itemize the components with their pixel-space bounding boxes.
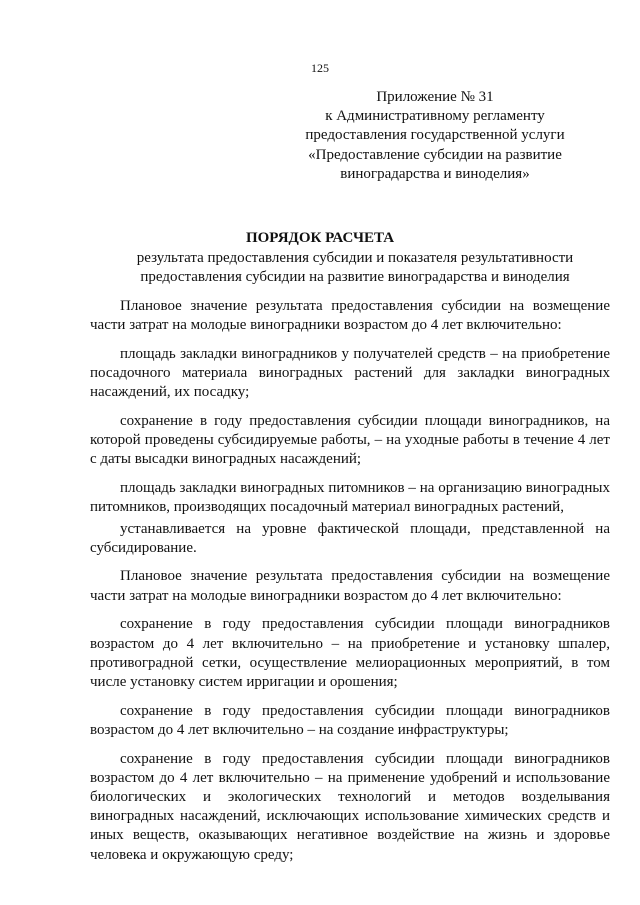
- body-paragraph: сохранение в году предоставления субсидии площади виноградников возрастом до 4 лет включительно – на применение удобрений и использование биологических и экологических технологий и методов возделывания виноградных насаждений, исключающих использование химических средств и иных веществ, оказывающих негативное воздействие на жизнь и здоровье человека и окружающую среду;: [90, 750, 610, 863]
- document-title: ПОРЯДОК РАСЧЕТА: [245, 230, 395, 246]
- body-paragraph: устанавливается на уровне фактической площади, представленной на субсидирование.: [90, 520, 610, 556]
- document-subtitle: [90, 249, 620, 287]
- body-paragraph: Плановое значение результата предоставления субсидии на возмещение части затрат на молодые виноградники возрастом до 4 лет включительно:: [90, 298, 610, 334]
- subtitle-line: результата предоставления субсидии и показателя результативности: [136, 250, 574, 266]
- body-paragraph: сохранение в году предоставления субсидии площади виноградников возрастом до 4 лет включительно – на создание инфраструктуры;: [90, 702, 610, 738]
- body-paragraph: сохранение в году предоставления субсидии площади виноградников, на которой проведены субсидируемые работы, – на уходные работы в течение 4 лет с даты высадки виноградных насаждений;: [90, 413, 610, 468]
- body-paragraph: площадь закладки виноградных питомников – на организацию виноградных питомников, производящих посадочный материал виноградных растений,: [90, 480, 610, 516]
- body-paragraph: Плановое значение результата предоставления субсидии на возмещение части затрат на молодые виноградники возрастом до 4 лет включительно:: [90, 568, 610, 604]
- document-body: [90, 297, 610, 865]
- subtitle-line: предоставления субсидии на развитие виноградарства и виноделия: [140, 269, 570, 285]
- appendix-header: [300, 88, 570, 184]
- body-paragraph: сохранение в году предоставления субсидии площади виноградников возрастом до 4 лет включительно – на приобретение и установку шпалер, противоградной сетки, осуществление мелиорационных мероприятий, в том числе установку систем ирригации и орошения;: [90, 616, 610, 690]
- appendix-line: предоставления государственной услуги: [305, 127, 565, 144]
- body-paragraph: площадь закладки виноградников у получателей средств – на приобретение посадочного материала виноградных растений для закладки виноградных насаждений, их посадку;: [90, 345, 610, 401]
- appendix-line: Приложение № 31: [376, 89, 494, 105]
- page-number: 125: [311, 61, 329, 75]
- appendix-line: «Предоставление субсидии на развитие: [308, 146, 562, 163]
- appendix-line: виноградарства и виноделия»: [340, 165, 530, 182]
- appendix-line: к Административному регламенту: [325, 108, 545, 125]
